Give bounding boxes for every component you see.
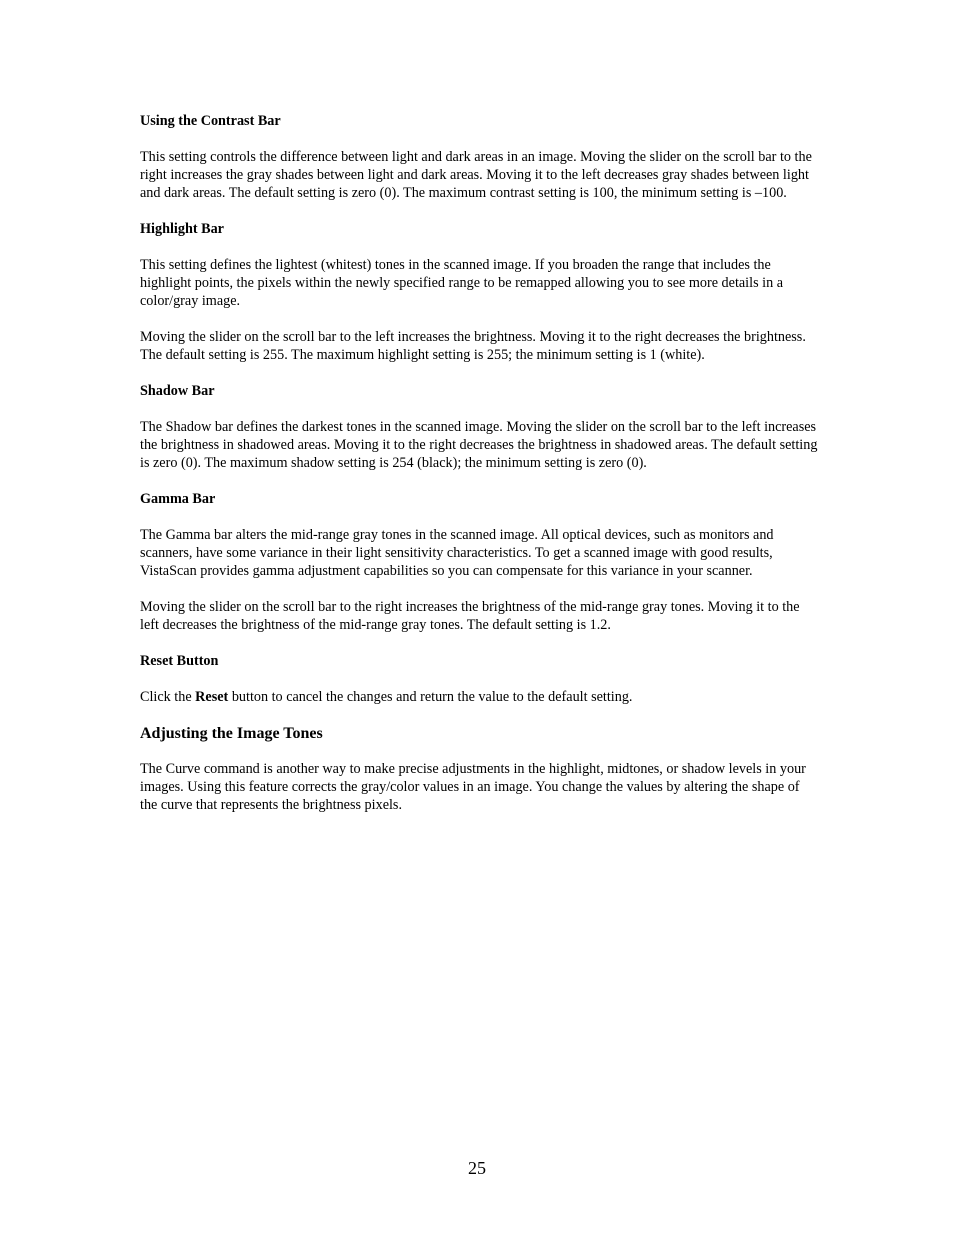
- contrast-bar-heading: Using the Contrast Bar: [140, 113, 281, 129]
- shadow-bar-heading: Shadow Bar: [140, 383, 215, 399]
- image-tones-heading: Adjusting the Image Tones: [140, 725, 323, 742]
- reset-button-paragraph: [140, 688, 820, 706]
- reset-bold-term: Reset: [195, 689, 229, 705]
- highlight-bar-heading: Highlight Bar: [140, 221, 224, 237]
- image-tones-paragraph: The Curve command is another way to make precise adjustments in the highlight, midtones, or shadow levels in your images. Using this feature corrects the gray/color values in an image. You change the values by altering the shape of the curve that represents the brightness pixels.: [140, 761, 806, 813]
- reset-text-after: button to cancel the changes and return the value to the default setting.: [228, 689, 633, 705]
- reset-text-before: Click the: [140, 689, 196, 705]
- contrast-bar-paragraph: This setting controls the difference between light and dark areas in an image. Moving the slider on the scroll bar to the right increases the gray shades between light and dark areas. Moving it to the left decreases gray shades between light and dark areas. The default setting is zero (0). The maximum contrast setting is 100, the minimum setting is –100.: [140, 149, 812, 201]
- reset-button-heading: Reset Button: [140, 653, 219, 669]
- page-content: [140, 112, 820, 832]
- shadow-bar-paragraph: The Shadow bar defines the darkest tones in the scanned image. Moving the slider on the scroll bar to the left increases the brightness in shadowed areas. Moving it to the right decreases the brightness in shadowed areas. The default setting is zero (0). The maximum shadow setting is 254 (black); the minimum setting is zero (0).: [140, 419, 818, 471]
- gamma-bar-heading: Gamma Bar: [140, 491, 216, 507]
- gamma-bar-paragraph-2: Moving the slider on the scroll bar to the right increases the brightness of the mid-range gray tones. Moving it to the left decreases the brightness of the mid-range gray tones. The default setting is 1.2.: [140, 599, 800, 633]
- page-number: 25: [468, 1158, 486, 1178]
- highlight-bar-paragraph-1: This setting defines the lightest (whitest) tones in the scanned image. If you broaden the range that includes the highlight points, the pixels within the newly specified range to be remapped allowing you to see more details in a color/gray image.: [140, 257, 784, 309]
- gamma-bar-paragraph-1: The Gamma bar alters the mid-range gray tones in the scanned image. All optical devices, such as monitors and scanners, have some variance in their light sensitivity characteristics. To get a scanned image with good results, VistaScan provides gamma adjustment capabilities so you can compensate for this variance in your scanner.: [140, 527, 774, 579]
- highlight-bar-paragraph-2: Moving the slider on the scroll bar to the left increases the brightness. Moving it to the right decreases the brightness. The default setting is 255. The maximum highlight setting is 255; the minimum setting is 1 (white).: [140, 329, 806, 363]
